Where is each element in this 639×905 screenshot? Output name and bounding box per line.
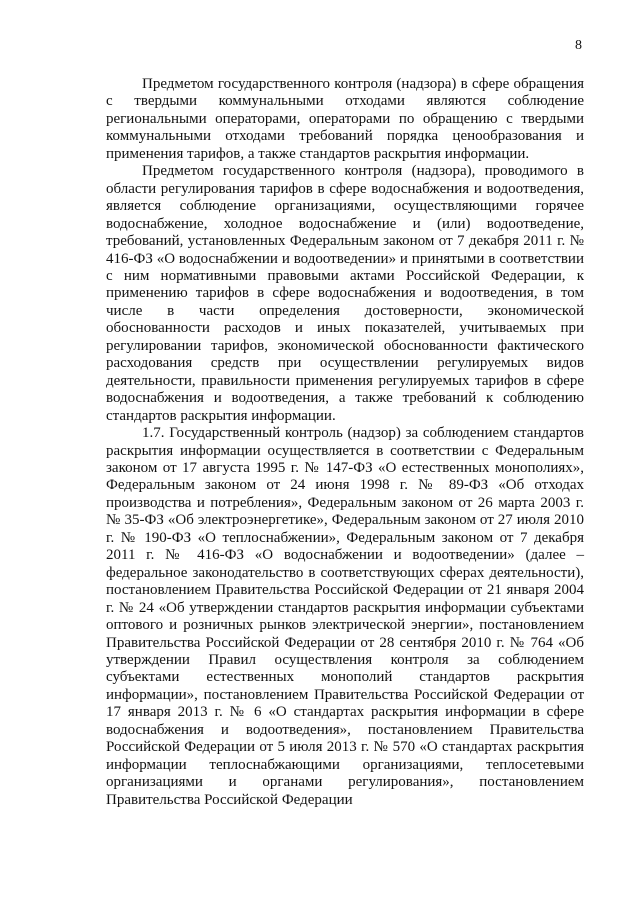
page-number: 8	[575, 38, 582, 53]
paragraph-msw-control-subject: Предметом государственного контроля (надзора) в сфере обращения с твердыми коммунальными отходами являются соблюдение региональными операторами, операторами по обращению с твердыми коммунальными отходами требований порядка ценообразования и применения тарифов, а также стандартов раскрытия информации.	[106, 76, 584, 162]
paragraph-water-tariff-control-subject: Предметом государственного контроля (надзора), проводимого в области регулирования тарифов в сфере водоснабжения и водоотведения, является соблюдение организациями, осуществляющими горячее водоснабжение, холодное водоснабжение и (или) водоотведение, требований, установленных Федеральным законом от 7 декабря 2011 г. № 416-ФЗ «О водоснабжении и водоотведении» и принятыми в соответствии с ним нормативными правовыми актами Российской Федерации, к применению тарифов в сфере водоснабжения и водоотведения, в том числе в части определения достоверности, экономической обоснованности расходов и иных показателей, учитываемых при регулировании тарифов, экономической обоснованности фактического расходования средств при осуществлении регулируемых видов деятельности, правильности применения регулируемых тарифов в сфере водоснабжения и водоотведения, а также требований к соблюдению стандартов раскрытия информации.	[106, 163, 584, 424]
paragraph-disclosure-standards-control: 1.7. Государственный контроль (надзор) за соблюдением стандартов раскрытия информации осуществляется в соответствии с Федеральным законом от 17 августа 1995 г. № 147-ФЗ «О естественных монополиях», Федеральным законом от 24 июня 1998 г. № 89-ФЗ «Об отходах производства и потребления», Федеральным законом от 26 марта 2003 г. № 35-ФЗ «Об электроэнергетике», Федеральным законом от 27 июля 2010 г. № 190-ФЗ «О теплоснабжении», Федеральным законом от 7 декабря 2011 г. № 416-ФЗ «О водоснабжении и водоотведении» (далее – федеральное законодательство в соответствующих сферах деятельности), постановлением Правительства Российской Федерации от 21 января 2004 г. № 24 «Об утверждении стандартов раскрытия информации субъектами оптового и розничных рынков электрической энергии», постановлением Правительства Российской Федерации от 28 сентября 2010 г. № 764 «Об утверждении Правил осуществления контроля за соблюдением субъектами естественных монополий стандартов раскрытия информации», постановлением Правительства Российской Федерации от 17 января 2013 г. № 6 «О стандартах раскрытия информации в сфере водоснабжения и водоотведения», постановлением Правительства Российской Федерации от 5 июля 2013 г. № 570 «О стандартах раскрытия информации теплоснабжающими организациями, теплосетевыми организациями и органами регулирования», постановлением Правительства Российской Федерации	[106, 425, 584, 808]
document-body	[106, 76, 584, 809]
